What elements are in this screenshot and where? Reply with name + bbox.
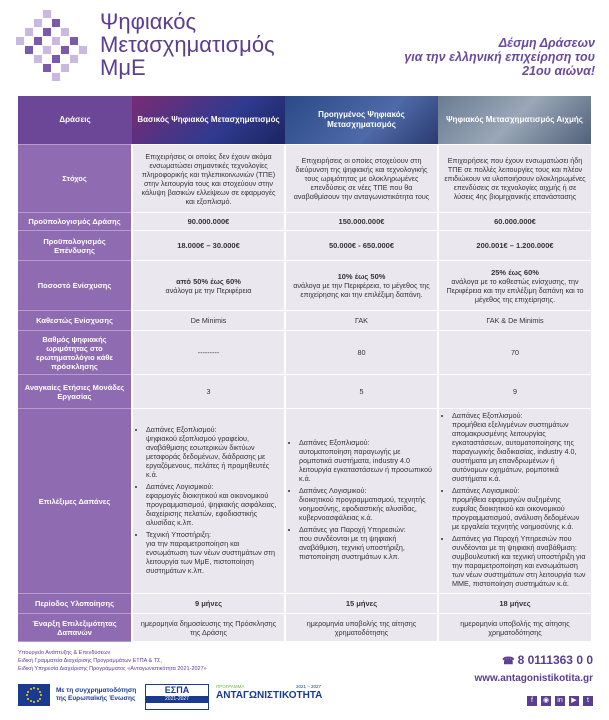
linkedin-icon[interactable]: in [555,696,565,706]
logo-dot [25,46,33,54]
table-cell: 60.000.000€ [438,213,591,231]
expenses-list [137,425,280,575]
brand-line-3: ΜμΕ [100,55,146,80]
table-cell: 150.000.000€ [285,213,438,231]
eu-star [39,698,41,700]
phone-icon: ☎ [502,656,515,667]
eu-star [27,698,29,700]
espa-logo [145,684,209,710]
table-cell: 90.000.000€ [132,213,285,231]
logo-dot [43,46,51,54]
logo-dot [34,37,42,45]
header-label: Δράσεις [18,96,132,145]
rate-value: 10% έως 50% [337,272,386,281]
table-cell [438,409,591,594]
eu-cofunding [18,684,136,706]
table-cell: 50.000€ - 650.000€ [285,231,438,261]
row-label: Περίοδος Υλοποίησης [18,594,132,614]
list-item [452,486,587,531]
table-cell: 9 [438,375,591,409]
row-label: Επιλέξιμες Δαπάνες [18,409,132,594]
table-cell: ΓΑΚ [285,311,438,331]
logo-dot [52,37,60,45]
list-item [452,411,587,483]
facebook-icon[interactable]: f [527,696,537,706]
list-item [299,525,433,561]
table-cell: De Minimis [132,311,285,331]
table-cell: 5 [285,375,438,409]
rate-value: 25% έως 60% [491,267,539,277]
list-item [146,425,280,479]
table-row-maturity [18,331,591,375]
item-head: Δαπάνες Λογισμικού: [452,486,520,495]
table-cell [438,261,591,311]
instagram-icon[interactable]: ◉ [542,697,550,704]
logo-dot [34,55,42,63]
espa-title: ΕΣΠΑ [164,685,190,695]
table-cell [285,409,438,594]
item-body: ψηφιακού εξοπλισμού γραφείου, αναβάθμισης εσωτερικών δικτύων μεταφοράς δεδομένων, διάδρασης με εργαζόμενους, πελάτες ή προμηθευτές κ.ά. [146,433,270,479]
eu-star [33,687,35,689]
logo-dot [70,55,78,63]
logo-dot [52,73,60,81]
eu-star [40,694,42,696]
list-item [146,530,280,575]
eu-star [37,688,39,690]
item-body: αυτοματοποίηση παραγωγής με ρομποτικά συστήματα, industry 4.0 λειτουργία εγκαταστάσεων ή προσωπικού κ.ά. [299,447,432,483]
footer-ministry [18,649,207,673]
social-links [527,696,593,706]
antagonistikotita-logo [216,684,321,708]
phone-text: 8 0111363 0 0 [517,653,593,667]
column-header-advanced: Προηγμένος Ψηφιακός Μετασχηματισμός [285,96,438,145]
column-header-basic: Βασικός Ψηφιακός Μετασχηματισμός [132,96,285,145]
list-item [299,486,433,522]
logo-dot [61,46,69,54]
row-label: Προϋπολογισμός Δράσης [18,213,132,231]
eu-text [56,687,136,703]
eu-text-line-2: της Ευρωπαϊκής Ένωσης [56,695,136,702]
eu-star [27,691,29,693]
brand-line-2: Μετασχηματισμός [100,32,275,57]
row-label: Στόχος [18,145,132,213]
logo-dot [16,37,24,45]
table-row-regime [18,311,591,331]
table-cell: 18 μήνες [438,594,591,614]
item-head: Τεχνική Υποστήριξη: [146,529,212,539]
item-head: Δαπάνες Λογισμικού: [146,481,214,491]
eu-star [39,691,41,693]
anta-name: ΑΝΤΑΓΩΝΙΣΤΙΚΟΤΗΤΑ [216,690,323,701]
logo-dot [43,64,51,72]
rate-note: ανάλογα με το καθεστώς ενίσχυσης, την Περιφέρεια και την επιλέξιμη δαπάνη και το μέγεθος της επιχείρησης. [446,276,584,304]
eu-flag-icon [18,684,50,706]
table-cell: 70 [438,331,591,375]
logo-dot [61,28,69,36]
table-cell: Επιχειρήσεις οι οποίες δεν έχουν ακόμα ενσωματώσει σημαντικές τεχνολογίες πληροφορικής και τηλεπικοινωνιών (ΤΠΕ) στην λειτουργία τους και στοχεύουν στην κάλυψη βασικών ελλείψεων σε εφαρμογές και εξοπλισμό. [132,145,285,213]
tagline [345,36,595,78]
item-body: για την παραμετροποίηση και ενσωμάτωση των νέων συστημάτων στη λειτουργία των ΜμΕ, πιστοποίηση συστημάτων κ.λπ. [146,538,276,575]
table-cell: --------- [132,331,285,375]
youtube-icon[interactable]: ▶ [569,696,579,706]
item-head: Δαπάνες Λογισμικού: [299,486,367,495]
logo-dot-mosaic-icon [16,10,90,84]
item-body: προμήθεια εφαρμογών αυξημένης ευφυΐας διοικητικού και οικονομικού προγραμματισμού, ανάλυση δεδομένων με εργαλεία τεχνητής νοημοσύνης κ.ά. [452,495,580,531]
table-cell: 9 μήνες [132,594,285,614]
table-cell: 3 [132,375,285,409]
logo-dot [52,19,60,27]
rate-note: ανάλογα με την Περιφέρεια [165,285,252,295]
table-cell: 18.000€ – 30.000€ [132,231,285,261]
row-label: Ποσοστό Ενίσχυσης [18,261,132,311]
eu-text-line-1: Με τη συγχρηματοδότηση [56,687,137,694]
actions-table [18,96,591,642]
page-header [0,0,609,92]
logo-dot [70,37,78,45]
anta-years: 2021 – 2027 [295,684,321,689]
table-cell [132,409,285,594]
table-cell: ΓΑΚ & De Minimis [438,311,591,331]
table-cell: 200.001€ – 1.200.000€ [438,231,591,261]
table-header-row [18,96,591,145]
anta-program: ΠΡΟΓΡΑΜΜΑ [216,684,245,689]
footer-line-1: Υπουργείο Ανάπτυξης & Επενδύσεων [18,650,111,656]
item-head: Δαπάνες Εξοπλισμού: [452,411,523,420]
brand-title [100,10,275,79]
brand-line-1: Ψηφιακός [100,9,197,34]
table-cell: 15 μήνες [285,594,438,614]
item-body: προμήθεια εξελιγμένων συστημάτων απομακρυσμένης λειτουργίας εγκαταστάσεων, αυτοματοποίησης της παραγωγικής διαδικασίας, industry 4.0, συστήματα μη επανδρωμένων ή αυτόνομων οχημάτων, ρομποτικά συστήματα κ.ά. [452,420,577,483]
table-cell [132,261,285,311]
twitter-icon[interactable]: t [583,696,593,706]
table-row-investment [18,231,591,261]
item-head: Δαπάνες Εξοπλισμού: [146,424,217,434]
footer-line-3: Ειδική Υπηρεσία Διαχείρισης Προγράμματος «Ανταγωνιστικότητα 2021-2027» [18,666,207,672]
phone-number[interactable] [502,653,593,667]
table-row-goal [18,145,591,213]
logo-dot [25,28,33,36]
expenses-list [290,438,433,561]
table-row-start [18,614,591,642]
list-item [299,438,433,483]
item-body: συμβουλευτική και τεχνική υποστήριξη για την παραμετροποίηση και ενσωμάτωση των νέων συστημάτων στη λειτουργία των ΜΜΕ, πιστοποίηση συστημάτων κ.ά. [452,552,586,588]
table-row-expenses [18,409,591,594]
espa-years: 2021-2027 [146,696,208,703]
row-label: Έναρξη Επιλεξιμότητας Δαπανών [18,614,132,642]
table-cell: ημερομηνία δημοσίευσης της Πρόσκλησης της Δράσης [132,614,285,642]
table-row-budget [18,213,591,231]
row-label: Αναγκαίες Ετήσιες Μονάδες Εργασίας [18,375,132,409]
logo-dot [43,10,51,18]
logo-dot [43,28,51,36]
list-item [452,534,587,588]
logo-dot [34,19,42,27]
tagline-line-3: 21ου αιώνα! [522,64,595,78]
item-head: Δαπάνες για Παροχή Υπηρεσιών που συνδέονται με τη ψηφιακή αναβάθμιση: [452,534,577,552]
column-header-cutting-edge: Ψηφιακός Μετασχηματισμός Αιχμής [438,96,591,145]
table-cell: ημερομηνία υποβολής της αίτησης χρηματοδότησης [285,614,438,642]
item-body: εφαρμογές διοικητικού και οικονομικού προγραμματισμού, ψηφιακής ασφάλειας, διαχείρισης πελατών, εφοδιαστικής αλυσίδας κ.λπ. [146,490,277,527]
table-cell [285,261,438,311]
tagline-line-1: Δέσμη Δράσεων [498,36,595,50]
table-cell: Επιχειρήσεις οι οποίες στοχεύουν στη διεύρυνση της ψηφιακής και τεχνολογικής τους ωριμότητας με ολοκληρωμένες επενδύσεις σε νέες ΤΠΕ που θα αναβαθμίσουν την ανταγωνιστικότητα τους [285,145,438,213]
eu-star [37,700,39,702]
item-body: που συνδέονται με τη ψηφιακή αναβάθμιση, τεχνική υποστήριξη, πιστοποίηση συστημάτων κ.λπ. [299,534,405,561]
item-head: Δαπάνες Εξοπλισμού: [299,438,370,447]
eu-star [30,688,32,690]
list-item [146,482,280,527]
table-row-units [18,375,591,409]
table-cell: ημερομηνία υποβολής της αίτησης χρηματοδότησης [438,614,591,642]
row-label: Βαθμός ψηφιακής ωριμότητας στο ερωτηματολόγιο κάθε πρόσκλησης [18,331,132,375]
footer-line-2: Ειδική Γραμματεία Διαχείρισης Προγραμμάτων ΕΤΠΑ & ΤΣ, [18,658,162,664]
eu-star [33,701,35,703]
table-row-rate [18,261,591,311]
eu-star [26,694,28,696]
website-link[interactable]: www.antagonistikotita.gr [474,673,593,684]
logo-dot [52,55,60,63]
expenses-list [443,411,587,588]
item-head: Δαπάνες για Παροχή Υπηρεσιών: [299,525,406,534]
rate-note: ανάλογα με την Περιφέρεια, το μέγεθος της επιχείρησης και την επιλέξιμη δαπάνη. [293,281,430,299]
table-cell: 80 [285,331,438,375]
row-label: Προϋπολογισμός Επένδυσης [18,231,132,261]
eu-star [30,700,32,702]
logo-dot [61,64,69,72]
row-label: Καθεστώς Ενίσχυσης [18,311,132,331]
table-row-period [18,594,591,614]
rate-value: από 50% έως 60% [176,276,241,286]
tagline-line-2: για την ελληνική επιχείρηση του [404,50,595,64]
item-body: διοικητικού προγραμματισμού, τεχνητής νοημοσύνης, εφοδιαστικής αλυσίδας, κυβερνοασφάλειας κ.ά. [299,495,426,522]
logo-dot [79,46,87,54]
table-cell: Επιχειρήσεις που έχουν ενσωματώσει ήδη ΤΠΕ σε πολλές λειτουργίες τους και πλέον επιδιώκουν να υλοποιήσουν ολοκληρωμένες επενδύσεις σε τεχνολογίες αιχμής ή σε λύσεις 4ης βιομηχανικής επανάστασης [438,145,591,213]
